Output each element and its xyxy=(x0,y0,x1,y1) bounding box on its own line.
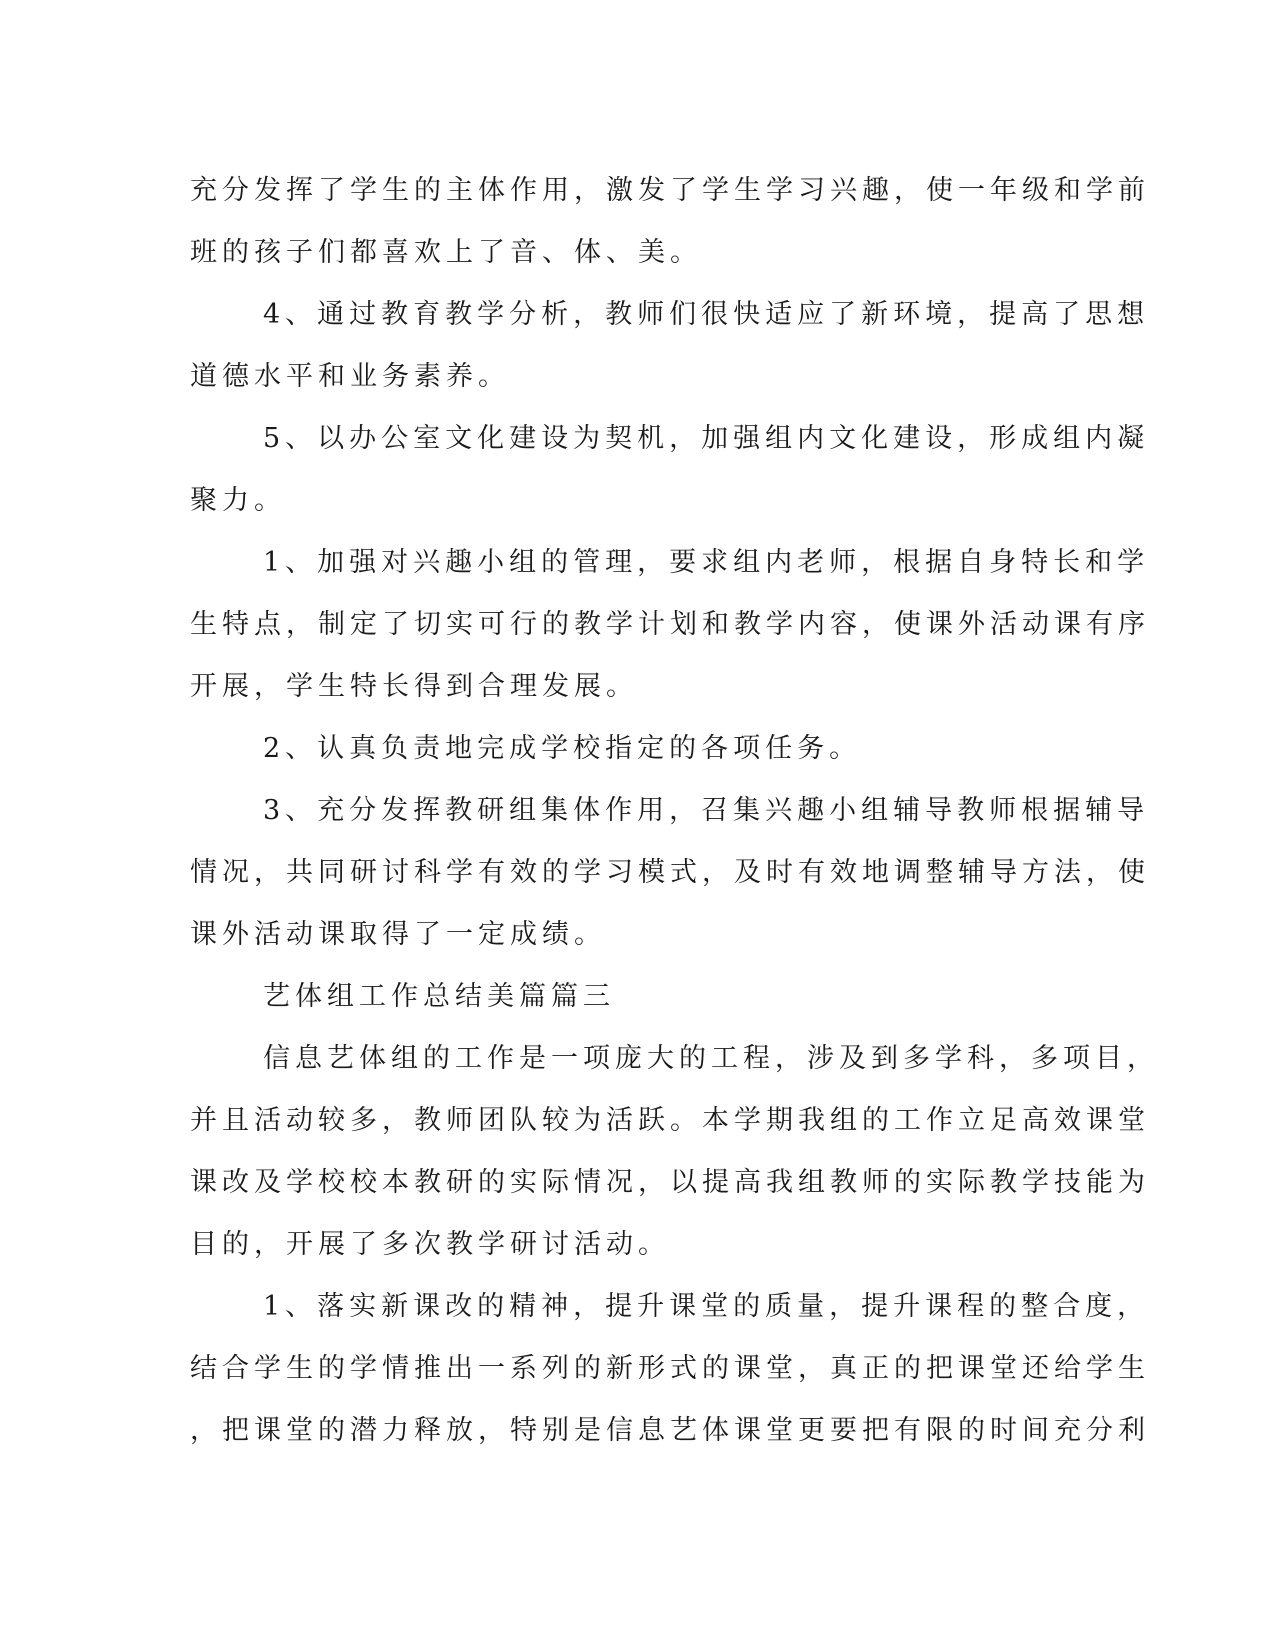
text-line: 充分发挥了学生的主体作用，激发了学生学习兴趣，使一年级和学前 xyxy=(190,175,1150,206)
text-line: 并且活动较多，教师团队较为活跃。本学期我组的工作立足高效课堂 xyxy=(190,1105,1150,1136)
text-line: 聚力。 xyxy=(190,485,286,516)
text-line: 结合学生的学情推出一系列的新形式的课堂，真正的把课堂还给学生 xyxy=(190,1353,1150,1384)
text-line: 班的孩子们都喜欢上了音、体、美。 xyxy=(190,237,702,268)
text-line: 3、充分发挥教研组集体作用，召集兴趣小组辅导教师根据辅导 xyxy=(263,795,1150,826)
paragraph xyxy=(190,1028,1159,1276)
text-line: 开展，学生特长得到合理发展。 xyxy=(190,671,638,702)
text-line: 1、落实新课改的精神，提升课堂的质量，提升课程的整合度， xyxy=(263,1291,1150,1322)
paragraph xyxy=(190,160,1150,284)
text-line: 课改及学校校本教研的实际情况，以提高我组教师的实际教学技能为 xyxy=(190,1167,1150,1198)
paragraph xyxy=(190,1276,1150,1462)
paragraph xyxy=(190,718,1060,780)
text-line: 信息艺体组的工作是一项庞大的工程，涉及到多学科，多项目， xyxy=(263,1043,1159,1074)
text-line: 目的，开展了多次教学研讨活动。 xyxy=(190,1229,670,1260)
text-line: 2、认真负责地完成学校指定的各项任务。 xyxy=(263,733,862,764)
text-line: 4、通过教育教学分析，教师们很快适应了新环境，提高了思想 xyxy=(263,299,1150,330)
paragraph xyxy=(190,532,1150,718)
text-line: 情况，共同研讨科学有效的学习模式，及时有效地调整辅导方法，使 xyxy=(190,857,1150,888)
paragraph xyxy=(190,284,1150,408)
text-line: 课外活动课取得了一定成绩。 xyxy=(190,919,606,950)
text-line: 生特点，制定了切实可行的教学计划和教学内容，使课外活动课有序 xyxy=(190,609,1150,640)
paragraph xyxy=(190,780,1150,966)
paragraph xyxy=(190,966,1060,1028)
text-line: 5、以办公室文化建设为契机，加强组内文化建设，形成组内凝 xyxy=(263,423,1150,454)
document-body xyxy=(190,160,1159,1462)
paragraph xyxy=(190,408,1150,532)
text-line: ，把课堂的潜力释放，特别是信息艺体课堂更要把有限的时间充分利 xyxy=(190,1415,1150,1446)
text-line: 1、加强对兴趣小组的管理，要求组内老师，根据自身特长和学 xyxy=(263,547,1150,578)
text-line: 艺体组工作总结美篇篇三 xyxy=(263,981,615,1012)
text-line: 道德水平和业务素养。 xyxy=(190,361,510,392)
